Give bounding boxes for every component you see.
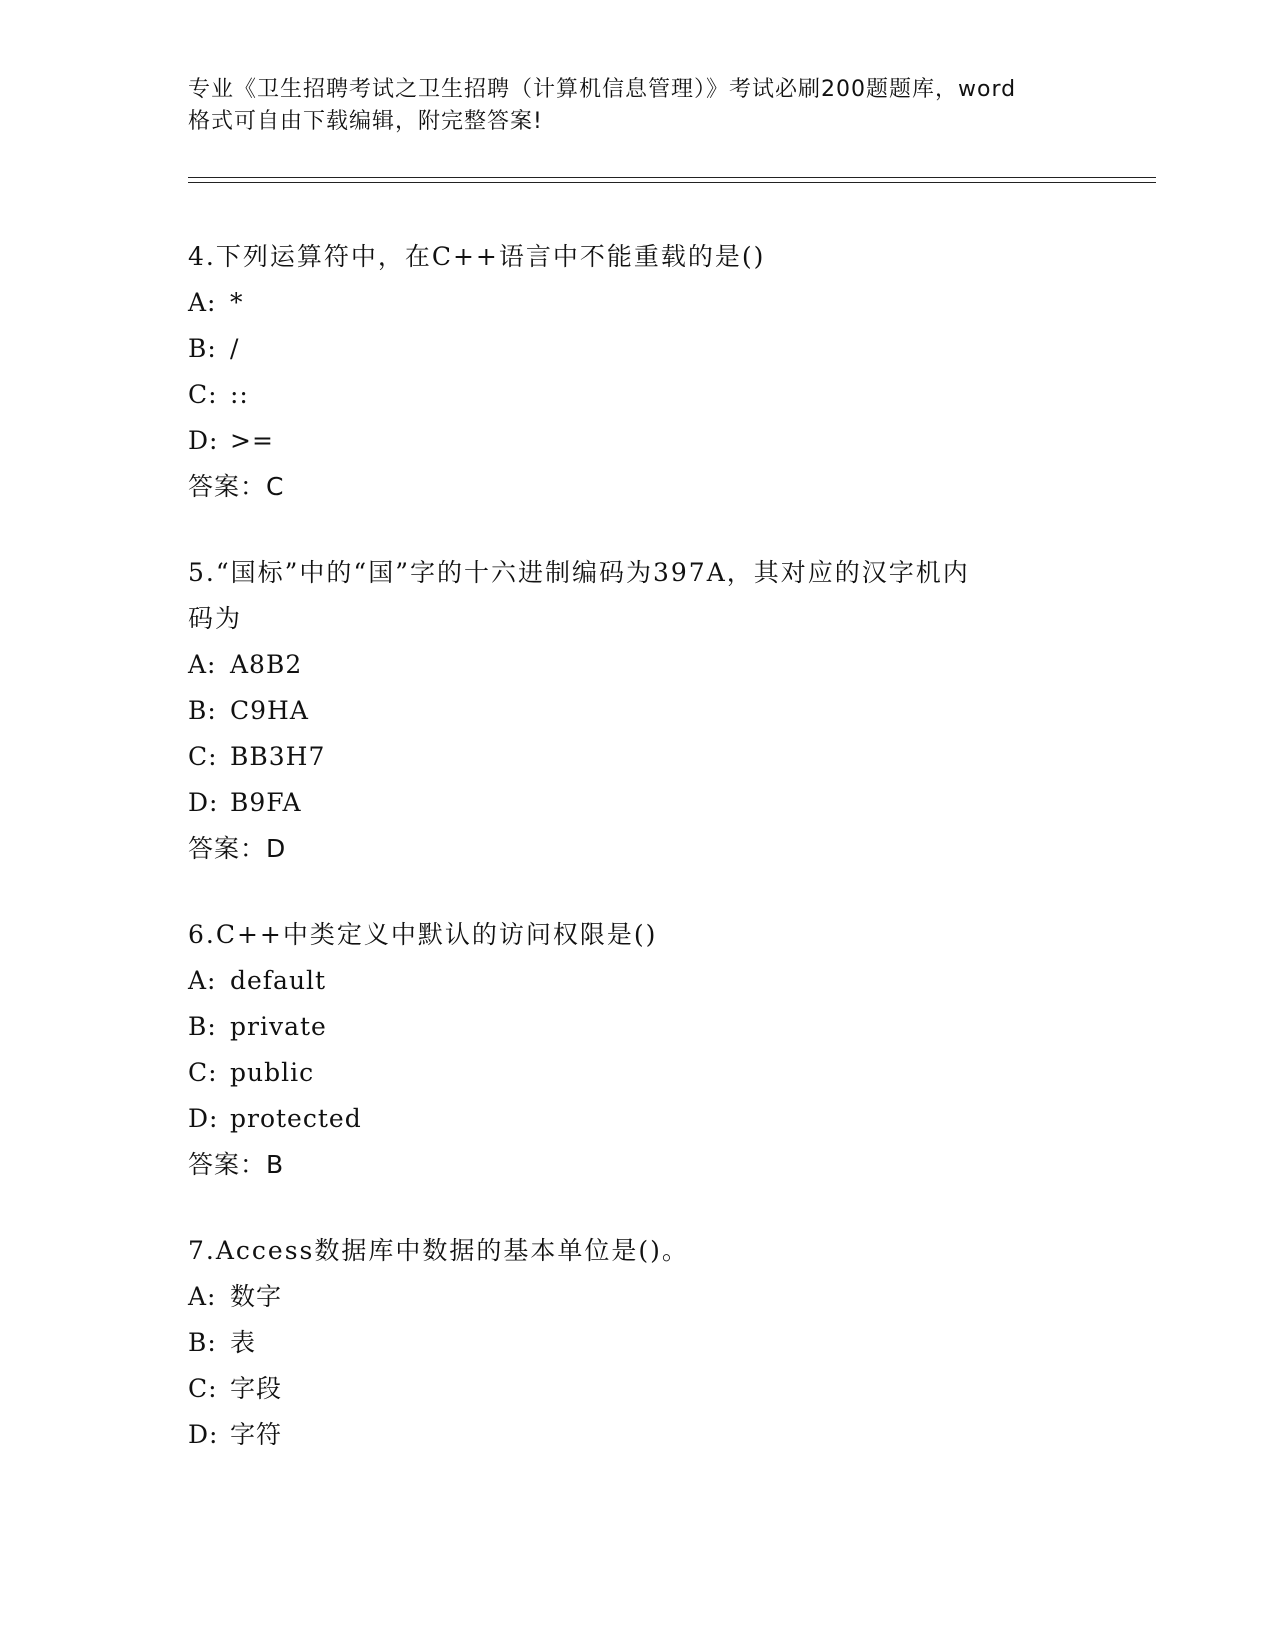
option-text: 字符	[230, 1420, 283, 1449]
option-label: A:	[188, 288, 217, 317]
question-4	[188, 234, 1088, 510]
option-b	[188, 326, 1088, 372]
option-label: A:	[188, 1282, 217, 1311]
option-b	[188, 1004, 1088, 1050]
question-7	[188, 1228, 1088, 1458]
option-label: D:	[188, 1104, 219, 1133]
option-text: A8B2	[230, 650, 303, 679]
header-divider-top	[188, 177, 1156, 178]
option-text: protected	[230, 1104, 362, 1133]
option-label: C:	[188, 380, 218, 409]
option-text: public	[230, 1058, 315, 1087]
option-b	[188, 1320, 1088, 1366]
option-text: B9FA	[230, 788, 302, 817]
header-divider-bottom	[188, 182, 1156, 183]
option-label: C:	[188, 1058, 218, 1087]
answer-line: 答案：D	[188, 834, 287, 863]
question-stem-line-2: 码为	[188, 604, 243, 633]
question-stem: 6.C++中类定义中默认的访问权限是()	[188, 920, 658, 949]
question-5	[188, 550, 1088, 872]
option-text: 字段	[230, 1374, 283, 1403]
option-label: A:	[188, 966, 217, 995]
option-text: ::	[230, 380, 249, 409]
option-text: BB3H7	[230, 742, 326, 771]
option-text: 数字	[230, 1282, 283, 1311]
option-label: B:	[188, 696, 217, 725]
option-c	[188, 734, 1088, 780]
option-label: B:	[188, 334, 217, 363]
option-a	[188, 958, 1088, 1004]
option-d	[188, 1412, 1088, 1458]
option-a	[188, 642, 1088, 688]
header-line-2: 格式可自由下载编辑，附完整答案!	[188, 109, 543, 134]
option-text: *	[230, 288, 244, 317]
option-label: C:	[188, 742, 218, 771]
option-a	[188, 280, 1088, 326]
option-c	[188, 1050, 1088, 1096]
option-c	[188, 1366, 1088, 1412]
question-stem: 4.下列运算符中，在C++语言中不能重载的是()	[188, 242, 766, 271]
option-label: C:	[188, 1374, 218, 1403]
option-label: B:	[188, 1012, 217, 1041]
option-text: private	[230, 1012, 327, 1041]
option-b	[188, 688, 1088, 734]
option-d	[188, 1096, 1088, 1142]
option-label: A:	[188, 650, 217, 679]
question-stem-line-1: 5.“国标”中的“国”字的十六进制编码为397A，其对应的汉字机内	[188, 558, 970, 587]
option-d	[188, 418, 1088, 464]
header-line-1: 专业《卫生招聘考试之卫生招聘（计算机信息管理）》考试必刷200题题库，word	[188, 77, 1017, 102]
option-text: /	[230, 334, 240, 363]
option-text: C9HA	[230, 696, 309, 725]
option-label: D:	[188, 1420, 219, 1449]
option-label: D:	[188, 788, 219, 817]
option-text: >=	[230, 426, 274, 455]
option-text: default	[230, 966, 327, 995]
option-c	[188, 372, 1088, 418]
answer-line: 答案：C	[188, 472, 285, 501]
option-a	[188, 1274, 1088, 1320]
answer-line: 答案：B	[188, 1150, 285, 1179]
option-label: B:	[188, 1328, 217, 1357]
option-label: D:	[188, 426, 219, 455]
option-d	[188, 780, 1088, 826]
document-header	[188, 74, 1088, 138]
question-6	[188, 912, 1088, 1188]
option-text: 表	[230, 1328, 257, 1357]
question-stem: 7.Access数据库中数据的基本单位是()。	[188, 1236, 689, 1265]
